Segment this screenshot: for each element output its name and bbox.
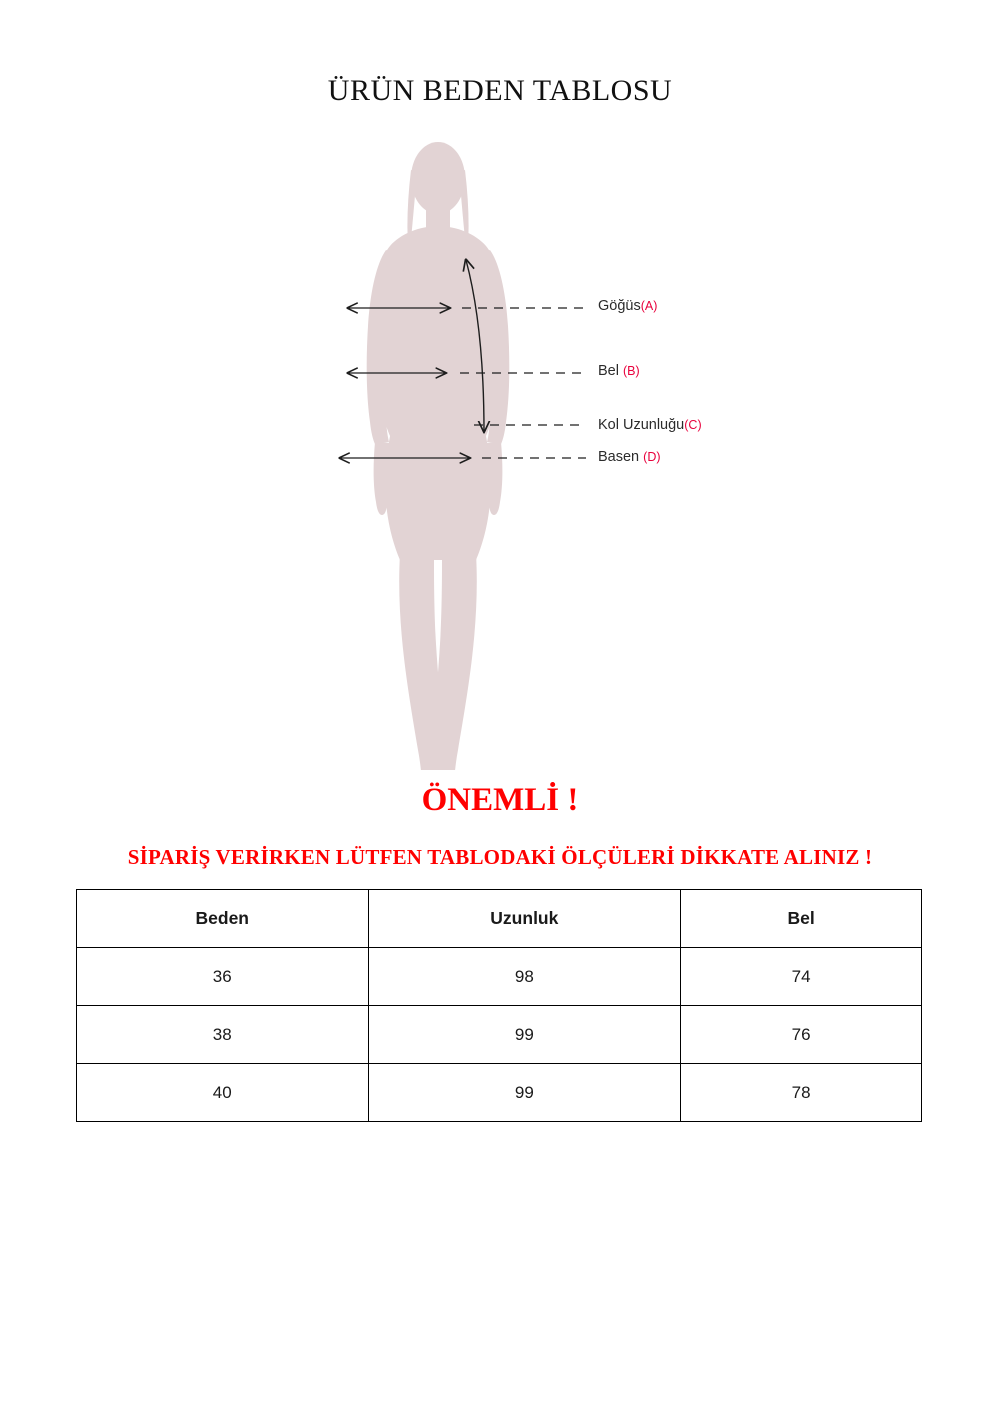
cell-bel: 74 [681, 948, 922, 1006]
table-row [77, 948, 922, 1006]
label-sleeve-text: Kol Uzunluğu [598, 417, 685, 433]
size-table [76, 889, 922, 1122]
label-chest-text: Göğüs [598, 298, 641, 314]
label-chest-code: (A) [640, 299, 658, 313]
cell-bel: 78 [681, 1064, 922, 1122]
label-hip [598, 449, 661, 465]
label-hip-code: (D) [643, 450, 661, 464]
cell-uzunluk: 98 [368, 948, 681, 1006]
important-subtext: SİPARİŞ VERİRKEN LÜTFEN TABLODAKİ ÖLÇÜLERİ DİKKATE ALINIZ ! [127, 845, 873, 869]
table-header-uzunluk: Uzunluk [368, 890, 681, 948]
label-waist-text: Bel [598, 363, 619, 379]
cell-beden: 38 [77, 1006, 369, 1064]
table-row [77, 1064, 922, 1122]
body-diagram [0, 130, 1000, 770]
measurement-labels [0, 130, 1000, 770]
cell-beden: 36 [77, 948, 369, 1006]
cell-uzunluk: 99 [368, 1064, 681, 1122]
table-header-beden: Beden [77, 890, 369, 948]
label-hip-text: Basen [598, 449, 640, 465]
label-waist-code: (B) [623, 364, 640, 378]
table-row [77, 1006, 922, 1064]
label-waist [598, 363, 640, 379]
cell-beden: 40 [77, 1064, 369, 1122]
cell-uzunluk: 99 [368, 1006, 681, 1064]
table-header-bel: Bel [681, 890, 922, 948]
label-sleeve-length [598, 417, 702, 433]
table-header-row [77, 890, 922, 948]
label-chest [598, 298, 657, 314]
cell-bel: 76 [681, 1006, 922, 1064]
important-headline: ÖNEMLİ ! [421, 782, 579, 818]
page-title: ÜRÜN BEDEN TABLOSU [327, 74, 673, 107]
label-sleeve-code: (C) [684, 418, 702, 432]
